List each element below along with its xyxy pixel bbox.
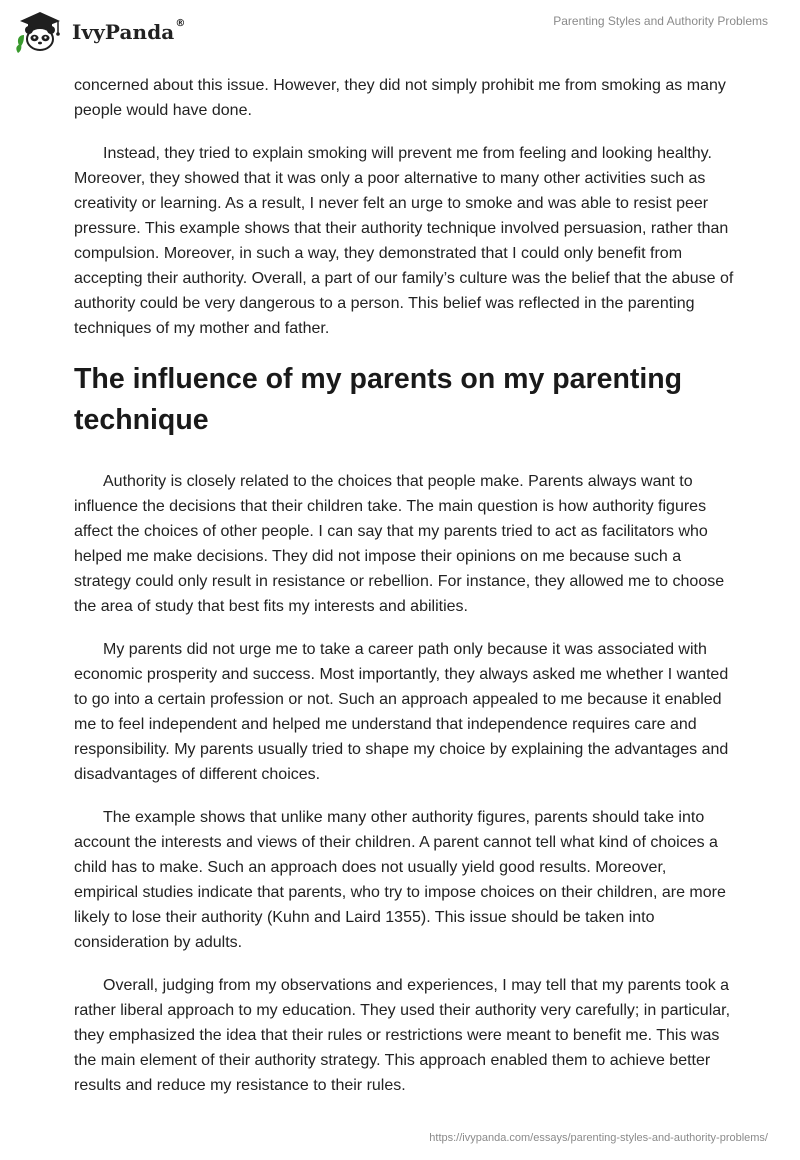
document-title: Parenting Styles and Authority Problems [553, 14, 768, 28]
ivypanda-logo[interactable] [14, 9, 185, 55]
paragraph: Overall, judging from my observations and experiences, I may tell that my parents took a rather liberal approach to my education. They used their authority very carefully; in particular, they emphasized the idea that their rules or restrictions were meant to benefit me. This was the main element of their authority strategy. This approach enabled them to achieve better results and reduce my resistance to their rules. [74, 977, 731, 1094]
brand-name-text: IvyPanda [72, 20, 175, 44]
paragraph: The example shows that unlike many other authority figures, parents should take into account the interests and views of their children. A parent cannot tell what kind of choices a child has to make. Such an approach does not usually yield good results. Moreover, empirical studies indicate that parents, who try to impose choices on their children, are more likely to lose their authority (Kuhn and Laird 1355). This issue should be taken into consideration by adults. [74, 809, 726, 951]
paragraph: Instead, they tried to explain smoking will prevent me from feeling and looking healthy. Moreover, they showed that it was only a poor alternative to many other activities such as creativity or learning. As a result, I never felt an urge to smoke and was able to resist peer pressure. This example shows that their authority technique involved persuasion, rather than compulsion. Moreover, in such a way, they demonstrated that I could only benefit from accepting their authority. Overall, a part of our family’s culture was the belief that the abuse of authority could be very dangerous to a person. This belief was reflected in the parenting techniques of my mother and father. [74, 145, 734, 337]
paragraph-continued: concerned about this issue. However, they did not simply prohibit me from smoking as many people would have done. [74, 77, 726, 119]
page-header [0, 0, 800, 64]
essay-content [74, 73, 734, 1116]
section-heading: The influence of my parents on my parenting technique [74, 363, 683, 436]
paragraph: Authority is closely related to the choices that people make. Parents always want to influence the decisions that their children take. The main question is how authority figures affect the choices of other people. I can say that my parents tried to act as facilitators who helped me make decisions. They did not impose their opinions on me because such a strategy could only result in resistance or rebellion. For instance, they allowed me to choose the area of study that best fits my interests and abilities. [74, 473, 725, 615]
panda-graduation-cap-icon [14, 9, 66, 55]
brand-name [72, 20, 185, 44]
paragraph: My parents did not urge me to take a career path only because it was associated with economic prosperity and success. Most importantly, they always asked me whether I wanted to go into a certain profession or not. Such an approach appealed to me because it enabled me to feel independent and helped me understand that independence requires care and responsibility. My parents usually tried to shape my choice by explaining the advantages and disadvantages of different choices. [74, 641, 729, 783]
registered-mark: ® [175, 18, 186, 29]
source-url[interactable]: https://ivypanda.com/essays/parenting-styles-and-authority-problems/ [429, 1132, 768, 1144]
